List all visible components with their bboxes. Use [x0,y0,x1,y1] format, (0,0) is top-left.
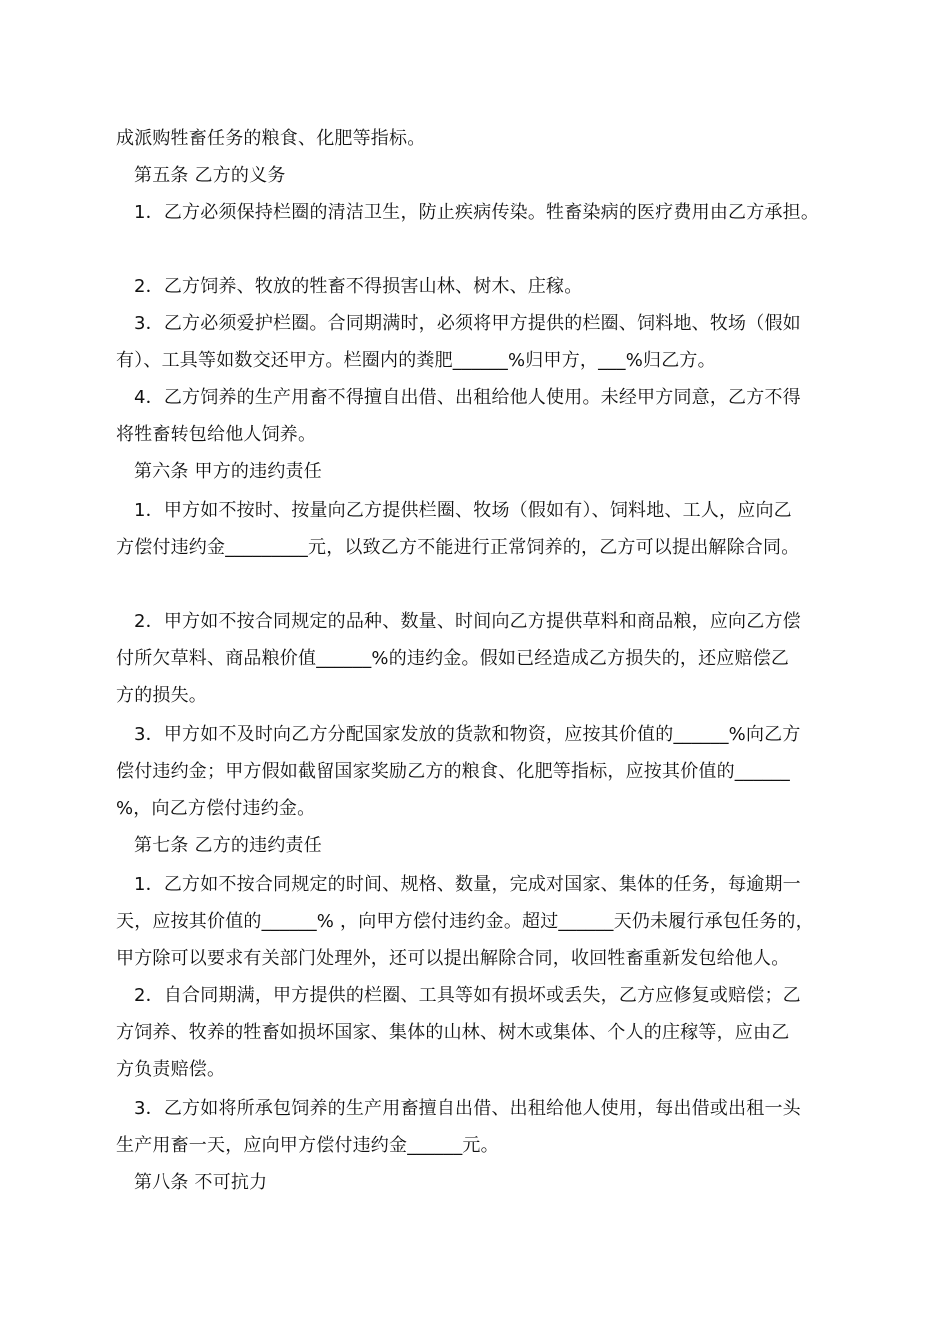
text-line: 天，应按其价值的______% ，向甲方偿付违约金。超过______天仍未履行承包任务的， [116,911,814,932]
text-line: 有）、工具等如数交还甲方。栏圈内的粪肥______%归甲方，___%归乙方。 [116,350,716,371]
text-line: 1．乙方必须保持栏圈的清洁卫生，防止疾病传染。牲畜染病的医疗费用由乙方承担。 [134,202,820,223]
text-line: 3．乙方必须爱护栏圈。合同期满时，必须将甲方提供的栏圈、饲料地、牧场（假如 [134,313,801,334]
text-line: 成派购牲畜任务的粮食、化肥等指标。 [116,128,426,149]
text-line: 甲方除可以要求有关部门处理外，还可以提出解除合同，收回牲畜重新发包给他人。 [116,948,790,969]
text-line: 2．自合同期满，甲方提供的栏圈、工具等如有损坏或丢失，乙方应修复或赔偿；乙 [134,985,801,1006]
article-8-heading: 第八条 不可抗力 [134,1172,268,1193]
text-line: 付所欠草料、商品粮价值______%的违约金。假如已经造成乙方损失的，还应赔偿乙 [116,648,790,669]
text-line: %，向乙方偿付违约金。 [116,798,316,819]
text-line: 将牲畜转包给他人饲养。 [116,424,317,445]
text-line: 1．甲方如不按时、按量向乙方提供栏圈、牧场（假如有）、饲料地、工人，应向乙 [134,500,792,521]
text-line: 方的损失。 [116,685,207,706]
text-line: 4．乙方饲养的生产用畜不得擅自出借、出租给他人使用。未经甲方同意，乙方不得 [134,387,801,408]
article-7-heading: 第七条 乙方的违约责任 [134,835,322,856]
text-line: 1．乙方如不按合同规定的时间、规格、数量，完成对国家、集体的任务，每逾期一 [134,874,801,895]
text-line: 生产用畜一天，应向甲方偿付违约金______元。 [116,1135,499,1156]
text-line: 方饲养、牧养的牲畜如损坏国家、集体的山林、树木或集体、个人的庄稼等，应由乙 [116,1022,790,1043]
text-line: 2．甲方如不按合同规定的品种、数量、时间向乙方提供草料和商品粮，应向乙方偿 [134,611,801,632]
text-line: 方偿付违约金_________元，以致乙方不能进行正常饲养的，乙方可以提出解除合同。 [116,537,800,558]
article-5-heading: 第五条 乙方的义务 [134,165,286,186]
text-line: 偿付违约金；甲方假如截留国家奖励乙方的粮食、化肥等指标，应按其价值的______ [116,761,790,782]
text-line: 方负责赔偿。 [116,1059,226,1080]
text-line: 3．甲方如不及时向乙方分配国家发放的货款和物资，应按其价值的______%向乙方 [134,724,801,745]
text-line: 2．乙方饲养、牧放的牲畜不得损害山林、树木、庄稼。 [134,276,583,297]
text-line: 3．乙方如将所承包饲养的生产用畜擅自出借、出租给他人使用，每出借或出租一头 [134,1098,801,1119]
article-6-heading: 第六条 甲方的违约责任 [134,461,322,482]
